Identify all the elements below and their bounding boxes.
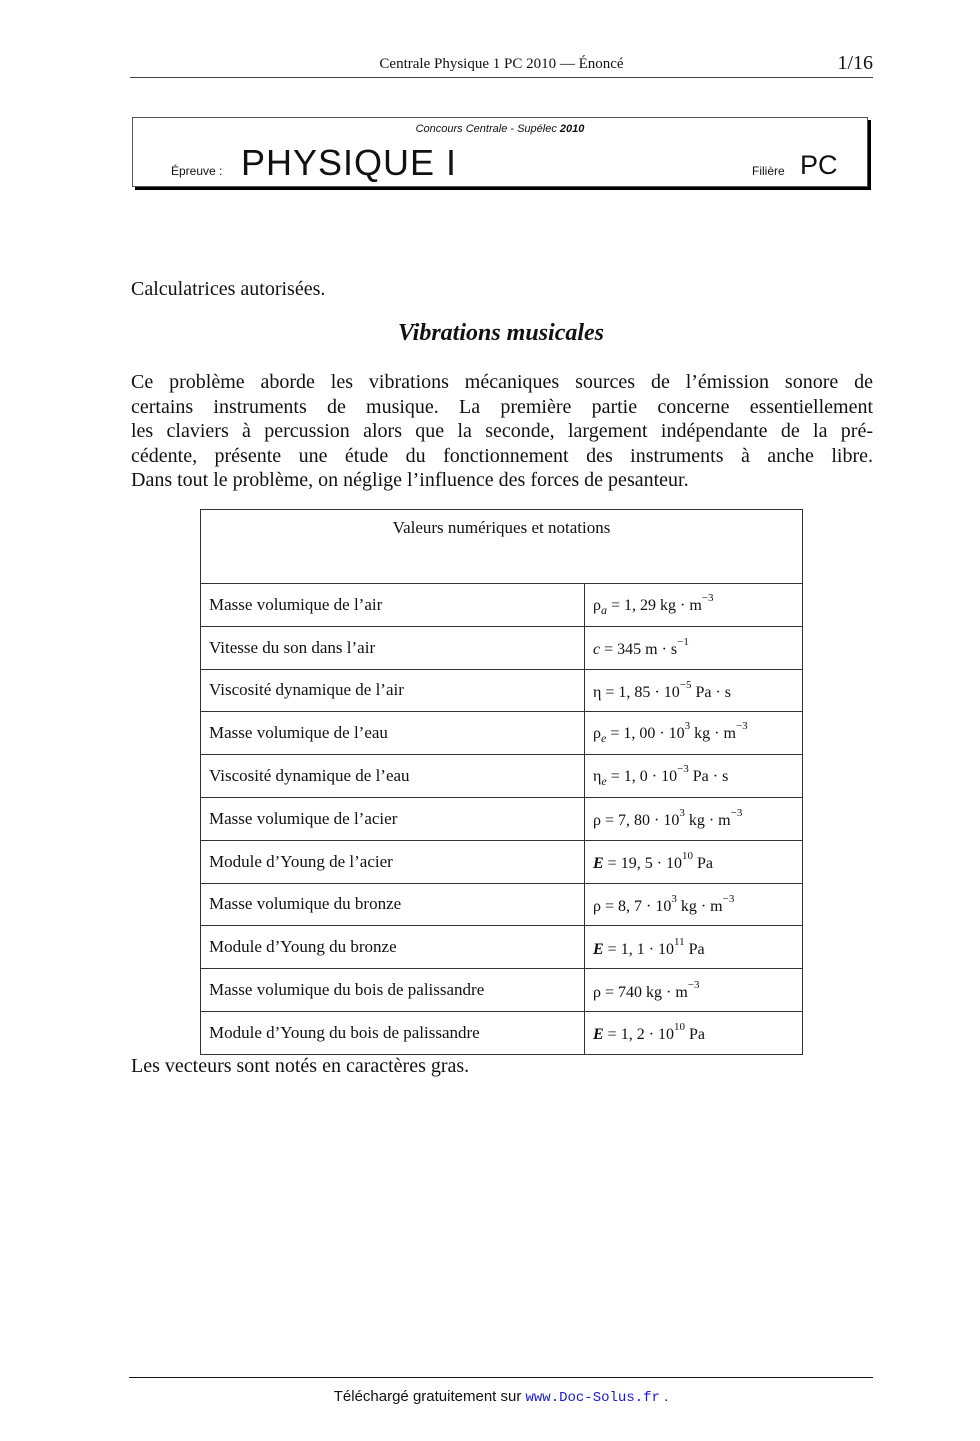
unit: Pa · s — [692, 768, 729, 786]
exam-title-box — [132, 117, 868, 187]
problem-title: Vibrations musicales — [397, 320, 605, 346]
table-row — [201, 669, 803, 712]
mantissa: 1, 1 · — [620, 940, 655, 958]
quantity-label: Masse volumique de l’acier — [201, 797, 585, 840]
exponent-base: 10 — [658, 940, 675, 958]
filiere-label: Filière — [752, 164, 785, 178]
quantity-value — [585, 669, 803, 712]
exponent-base: 10 — [668, 725, 685, 743]
intro-line: certains instruments de musique. La première partie concerne essentiellement — [131, 395, 873, 418]
table-row — [201, 712, 803, 755]
unit: kg · m — [660, 596, 702, 614]
intro-line: les claviers à percussion alors que la seconde, largement indépendante de la pré- — [131, 420, 873, 442]
symbol: ρ — [593, 812, 601, 830]
mantissa: 1, 00 · — [623, 725, 665, 743]
mantissa: 345 — [617, 641, 642, 659]
equals-sign: = — [600, 812, 619, 830]
symbol: ρ — [593, 725, 601, 743]
quantity-label: Masse volumique du bois de palissandre — [201, 969, 585, 1012]
exponent-base: 10 — [658, 1026, 675, 1044]
equals-sign: = — [601, 683, 619, 701]
page-header — [130, 52, 873, 78]
epreuve-label: Épreuve : — [171, 164, 223, 178]
equals-sign: = — [603, 940, 621, 958]
unit: kg · m — [680, 897, 723, 915]
contest-name — [133, 123, 867, 135]
running-title: Centrale Physique 1 PC 2010 — Énoncé — [379, 56, 624, 72]
quantity-value — [585, 883, 803, 926]
quantity-value — [585, 926, 803, 969]
unit: kg · m — [694, 725, 736, 743]
mantissa: 1, 2 · — [620, 1026, 655, 1044]
epreuve-name: PHYSIQUE I — [241, 142, 458, 183]
mantissa: 1, 29 — [624, 596, 657, 614]
exponent-base: 10 — [655, 897, 672, 915]
quantity-label: Viscosité dynamique de l’air — [201, 669, 585, 712]
doc-solus-link[interactable]: www.Doc-Solus.fr — [525, 1390, 660, 1406]
unit-exponent: −3 — [701, 591, 714, 604]
quantity-value — [585, 969, 803, 1012]
unit: Pa — [689, 1026, 706, 1044]
exponent: 3 — [679, 807, 685, 820]
exponent-base: 10 — [666, 855, 683, 873]
exponent: 10 — [674, 1021, 686, 1034]
quantity-label: Masse volumique de l’air — [201, 584, 585, 627]
mantissa: 740 — [618, 983, 643, 1001]
table-row — [201, 584, 803, 627]
footer-trailing: . — [659, 1388, 669, 1405]
symbol-subscript: a — [600, 602, 607, 617]
table-row — [201, 797, 803, 840]
exponent: −3 — [677, 763, 689, 776]
intro-line: Dans tout le problème, on néglige l’influence des forces de pesanteur. — [131, 469, 689, 491]
exponent-base: 10 — [663, 683, 680, 701]
unit-exponent: −3 — [687, 978, 700, 991]
unit-exponent: −3 — [730, 807, 743, 820]
exponent: 11 — [674, 935, 685, 948]
quantity-value — [585, 840, 803, 883]
quantity-label: Viscosité dynamique de l’eau — [201, 755, 585, 798]
unit-exponent: −3 — [722, 892, 735, 905]
exponent: 3 — [684, 720, 691, 733]
equals-sign: = — [606, 725, 624, 743]
quantity-value — [585, 755, 803, 798]
equals-sign: = — [606, 768, 624, 786]
equals-sign: = — [603, 1026, 621, 1044]
quantity-value — [585, 712, 803, 755]
mantissa: 19, 5 · — [620, 855, 663, 873]
mantissa: 7, 80 · — [618, 812, 660, 830]
unit-exponent: −1 — [677, 636, 689, 649]
exponent: 10 — [682, 850, 694, 863]
unit: Pa — [688, 940, 705, 958]
quantity-label: Module d’Young du bois de palissandre — [201, 1011, 585, 1054]
symbol: η — [593, 768, 602, 786]
symbol: ρ — [593, 983, 601, 1001]
table-row — [201, 626, 803, 669]
symbol: c — [593, 641, 601, 659]
table-header: Valeurs numériques et notations — [201, 510, 803, 584]
table-row — [201, 926, 803, 969]
equals-sign: = — [603, 855, 621, 873]
calculators-note: Calculatrices autorisées. — [131, 278, 326, 300]
exponent: 3 — [671, 892, 677, 905]
page-number: 1/16 — [837, 52, 873, 74]
table-row — [201, 840, 803, 883]
unit-exponent: −3 — [735, 720, 748, 733]
quantity-label: Masse volumique de l’eau — [201, 712, 585, 755]
symbol: E — [593, 855, 604, 873]
quantity-value — [585, 626, 803, 669]
unit: kg · m — [688, 812, 731, 830]
intro-paragraph — [131, 370, 873, 493]
mantissa: 1, 0 · — [623, 768, 658, 786]
mantissa: 1, 85 · — [618, 683, 660, 701]
unit: kg · m — [646, 983, 688, 1001]
exponent-base: 10 — [661, 768, 678, 786]
exponent: −5 — [679, 678, 692, 691]
footer-text: Téléchargé gratuitement sur — [333, 1388, 526, 1405]
footer-divider — [129, 1377, 873, 1378]
equals-sign: = — [600, 983, 619, 1001]
quantity-label: Module d’Young du bronze — [201, 926, 585, 969]
intro-line: Ce problème aborde les vibrations mécaniques sources de l’émission sonore de — [131, 371, 873, 393]
symbol-subscript: e — [600, 731, 607, 746]
symbol: ρ — [593, 897, 601, 915]
equals-sign: = — [606, 596, 625, 614]
quantity-value — [585, 1011, 803, 1054]
table-row — [201, 883, 803, 926]
equals-sign: = — [600, 897, 619, 915]
quantity-label: Vitesse du son dans l’air — [201, 626, 585, 669]
symbol: ρ — [593, 596, 601, 614]
unit: Pa — [697, 855, 714, 873]
equals-sign: = — [600, 641, 618, 659]
footer — [0, 1388, 980, 1406]
mantissa: 8, 7 · — [618, 897, 652, 915]
quantity-value — [585, 797, 803, 840]
intro-line: cédente, présente une étude du fonctionnement des instruments à anche libre. — [131, 444, 873, 467]
contest-year: 2010 — [559, 123, 585, 135]
quantity-label: Module d’Young de l’acier — [201, 840, 585, 883]
quantity-value — [585, 584, 803, 627]
quantity-label: Masse volumique du bronze — [201, 883, 585, 926]
symbol-subscript: e — [601, 774, 607, 789]
vectors-note: Les vecteurs sont notés en caractères gras. — [131, 1055, 470, 1077]
filiere-name: PC — [800, 150, 838, 180]
table-row — [201, 1011, 803, 1054]
table-row — [201, 755, 803, 798]
exponent-base: 10 — [663, 812, 680, 830]
table-row — [201, 969, 803, 1012]
unit: Pa · s — [695, 683, 732, 701]
contest-label: Concours Centrale - Supélec — [415, 123, 560, 135]
symbol: E — [593, 940, 604, 958]
numerical-values-table — [200, 509, 803, 1055]
symbol: E — [593, 1026, 604, 1044]
unit: m · s — [645, 641, 678, 659]
symbol: η — [593, 683, 602, 701]
